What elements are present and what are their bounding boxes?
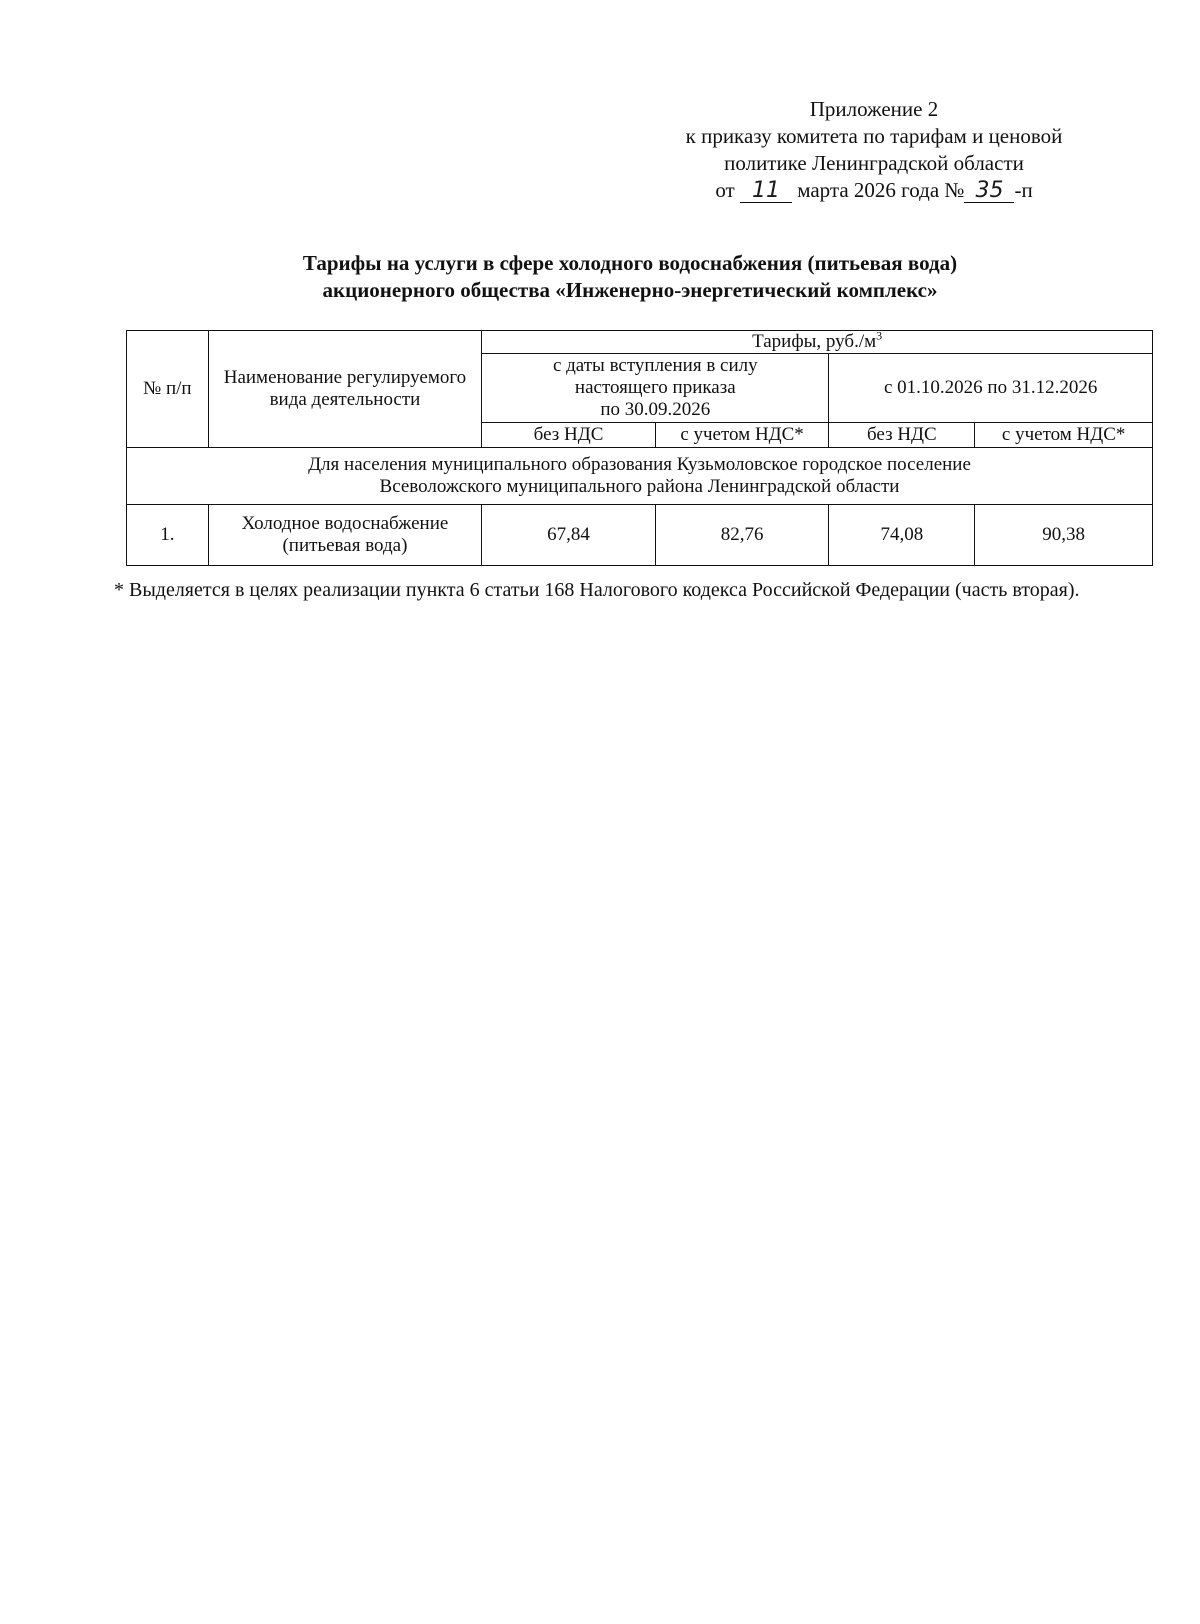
row-p1-no-vat: 67,84 bbox=[482, 505, 656, 566]
period-1-line-3: по 30.09.2026 bbox=[600, 399, 711, 420]
period-1-line-1: с даты вступления в силу bbox=[552, 355, 758, 376]
footnote: * Выделяется в целях реализации пункта 6 статьи 168 Налогового кодекса Российской Федерации (часть вторая). bbox=[114, 579, 1080, 601]
table-row bbox=[127, 505, 1153, 566]
order-date-line bbox=[600, 177, 1148, 204]
row-p1-with-vat: 82,76 bbox=[655, 505, 829, 566]
date-month-year: марта 2026 года № bbox=[797, 178, 965, 202]
date-prefix: от bbox=[715, 178, 735, 202]
row-activity: Холодное водоснабжение (питьевая вода) bbox=[208, 505, 482, 566]
document-title bbox=[130, 250, 1130, 304]
handwritten-day: 11 bbox=[740, 180, 792, 203]
row-p2-no-vat: 74,08 bbox=[829, 505, 975, 566]
appendix-reference-line-2: политике Ленинградской области bbox=[724, 151, 1024, 175]
row-num: 1. bbox=[127, 505, 209, 566]
section-row bbox=[127, 448, 1153, 505]
header-p1-with-vat: с учетом НДС* bbox=[655, 423, 829, 448]
header-activity: Наименование регулируемого вида деятельности bbox=[208, 331, 482, 448]
section-title bbox=[127, 448, 1153, 505]
section-line-1: Для населения муниципального образования Кузьмоловское городское поселение bbox=[308, 454, 971, 475]
order-suffix: -п bbox=[1014, 178, 1033, 202]
row-p2-with-vat: 90,38 bbox=[975, 505, 1153, 566]
handwritten-order-number: 35 bbox=[964, 180, 1014, 203]
table-header-row bbox=[127, 331, 1153, 354]
section-line-2: Всеволожского муниципального района Ленинградской области bbox=[379, 476, 900, 497]
title-line-1: Тарифы на услуги в сфере холодного водоснабжения (питьевая вода) bbox=[302, 251, 958, 275]
header-period-2: с 01.10.2026 по 31.12.2026 bbox=[829, 354, 1153, 423]
appendix-header bbox=[600, 96, 1148, 204]
title-line-2: акционерного общества «Инженерно-энергетический комплекс» bbox=[322, 278, 938, 302]
period-1-line-2: настоящего приказа bbox=[574, 377, 736, 398]
header-p2-with-vat: с учетом НДС* bbox=[975, 423, 1153, 448]
header-tariffs-unit-power: 3 bbox=[876, 328, 883, 343]
header-tariffs bbox=[482, 328, 1153, 354]
appendix-title: Приложение 2 bbox=[809, 97, 939, 121]
header-tariffs-label: Тарифы, руб./м bbox=[752, 331, 877, 352]
header-period-1 bbox=[482, 354, 829, 423]
header-p1-no-vat: без НДС bbox=[482, 423, 656, 448]
tariffs-table bbox=[126, 330, 1153, 566]
appendix-reference-line: к приказу комитета по тарифам и ценовой bbox=[685, 124, 1063, 148]
header-p2-no-vat: без НДС bbox=[829, 423, 975, 448]
header-num: № п/п bbox=[127, 331, 209, 448]
